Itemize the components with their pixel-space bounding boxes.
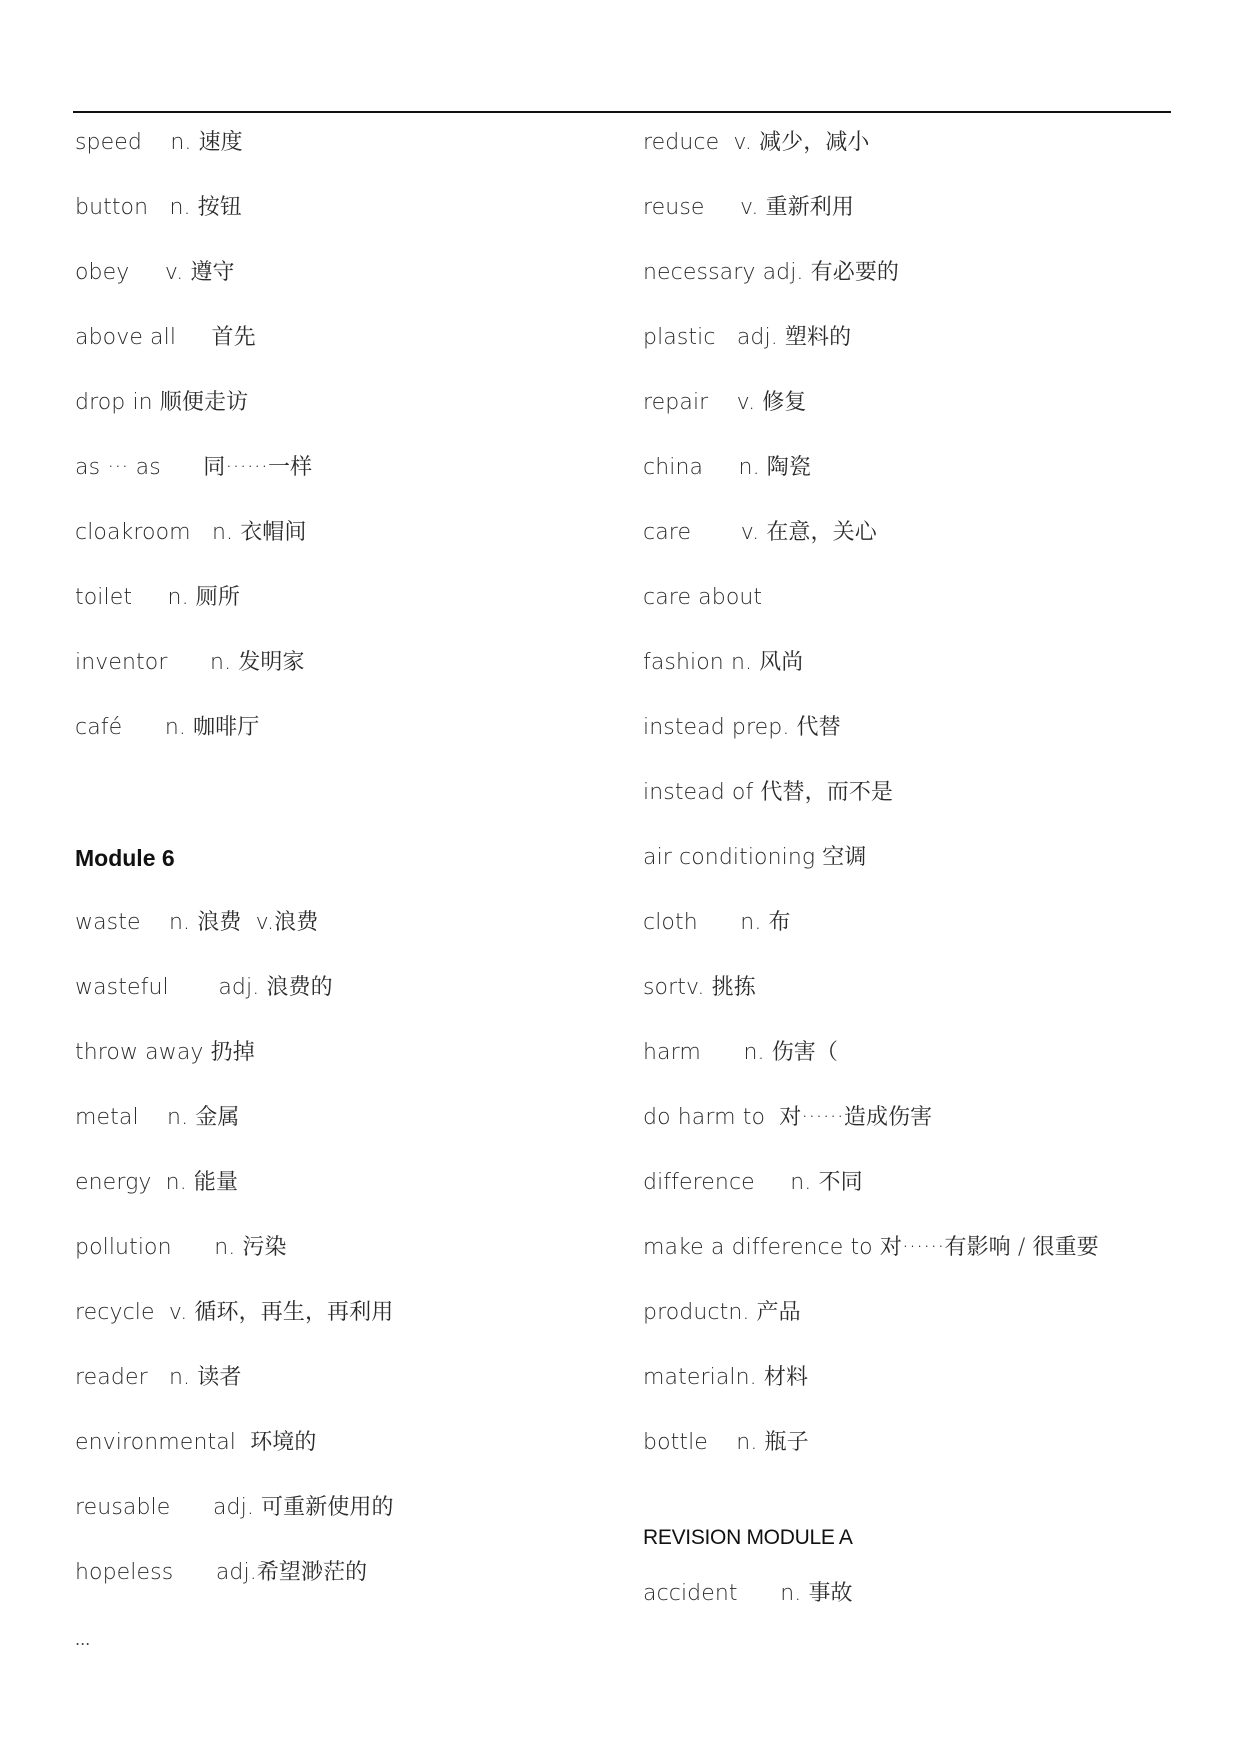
header-rule xyxy=(73,111,1171,113)
vocab-entry: sortv. 挑拣 xyxy=(643,975,756,1000)
vocab-entry: reuse v. 重新利用 xyxy=(643,195,855,220)
vocab-entry: cloakroom n. 衣帽间 xyxy=(75,520,307,545)
vocab-entry: care v. 在意，关心 xyxy=(643,520,877,545)
vocab-entry: plastic adj. 塑料的 xyxy=(643,325,852,350)
vocab-entry: café n. 咖啡厅 xyxy=(75,715,260,740)
vocab-entry: harm n. 伤害（ xyxy=(643,1040,839,1065)
vocab-entry: reader n. 读者 xyxy=(75,1365,242,1390)
vocab-entry: reduce v. 减少，减小 xyxy=(643,130,870,155)
vocab-entry: obey v. 遵守 xyxy=(75,260,235,285)
vocab-entry: make a difference to 对······有影响 / 很重要 xyxy=(643,1235,1099,1260)
vocab-entry: repair v. 修复 xyxy=(643,390,807,415)
vocab-entry: speed n. 速度 xyxy=(75,130,243,155)
vocab-entry: drop in 顺便走访 xyxy=(75,390,249,415)
vocab-entry: instead prep. 代替 xyxy=(643,715,841,740)
revision-module-heading: REVISION MODULE A xyxy=(643,1526,853,1549)
vocab-entry: bottle n. 瓶子 xyxy=(643,1430,809,1455)
vocab-entry: pollution n. 污染 xyxy=(75,1235,287,1260)
vocab-entry: hopeless adj.希望渺茫的 xyxy=(75,1560,368,1585)
vocab-entry: inventor n. 发明家 xyxy=(75,650,305,675)
vocab-entry: as ··· as 同······一样 xyxy=(75,455,313,480)
vocab-entry: fashion n. 风尚 xyxy=(643,650,804,675)
vocab-entry: above all 首先 xyxy=(75,325,256,350)
vocab-entry: cloth n. 布 xyxy=(643,910,791,935)
vocab-entry: button n. 按钮 xyxy=(75,195,242,220)
vocab-entry: reusable adj. 可重新使用的 xyxy=(75,1495,394,1520)
vocab-entry: throw away 扔掉 xyxy=(75,1040,255,1065)
vocab-entry: instead of 代替，而不是 xyxy=(643,780,894,805)
vocab-entry: metal n. 金属 xyxy=(75,1105,240,1130)
vocab-entry: care about xyxy=(643,585,763,610)
vocab-entry: toilet n. 厕所 xyxy=(75,585,240,610)
vocab-entry: wasteful adj. 浪费的 xyxy=(75,975,333,1000)
vocab-entry: recycle v. 循环，再生，再利用 xyxy=(75,1300,394,1325)
vocab-entry: productn. 产品 xyxy=(643,1300,801,1325)
vocab-entry: materialn. 材料 xyxy=(643,1365,809,1390)
module-heading: Module 6 xyxy=(75,845,175,871)
vocab-entry: do harm to 对······造成伤害 xyxy=(643,1105,933,1130)
vocab-entry: china n. 陶瓷 xyxy=(643,455,811,480)
vocab-entry: accident n. 事故 xyxy=(643,1581,853,1606)
vocab-entry: air conditioning 空调 xyxy=(643,845,867,870)
vocab-entry: environmental 环境的 xyxy=(75,1430,317,1455)
continuation-ellipsis: ... xyxy=(75,1630,91,1649)
vocab-entry: waste n. 浪费 v.浪费 xyxy=(75,910,319,935)
vocab-entry: energy n. 能量 xyxy=(75,1170,239,1195)
vocab-entry: necessary adj. 有必要的 xyxy=(643,260,900,285)
vocab-entry: difference n. 不同 xyxy=(643,1170,863,1195)
